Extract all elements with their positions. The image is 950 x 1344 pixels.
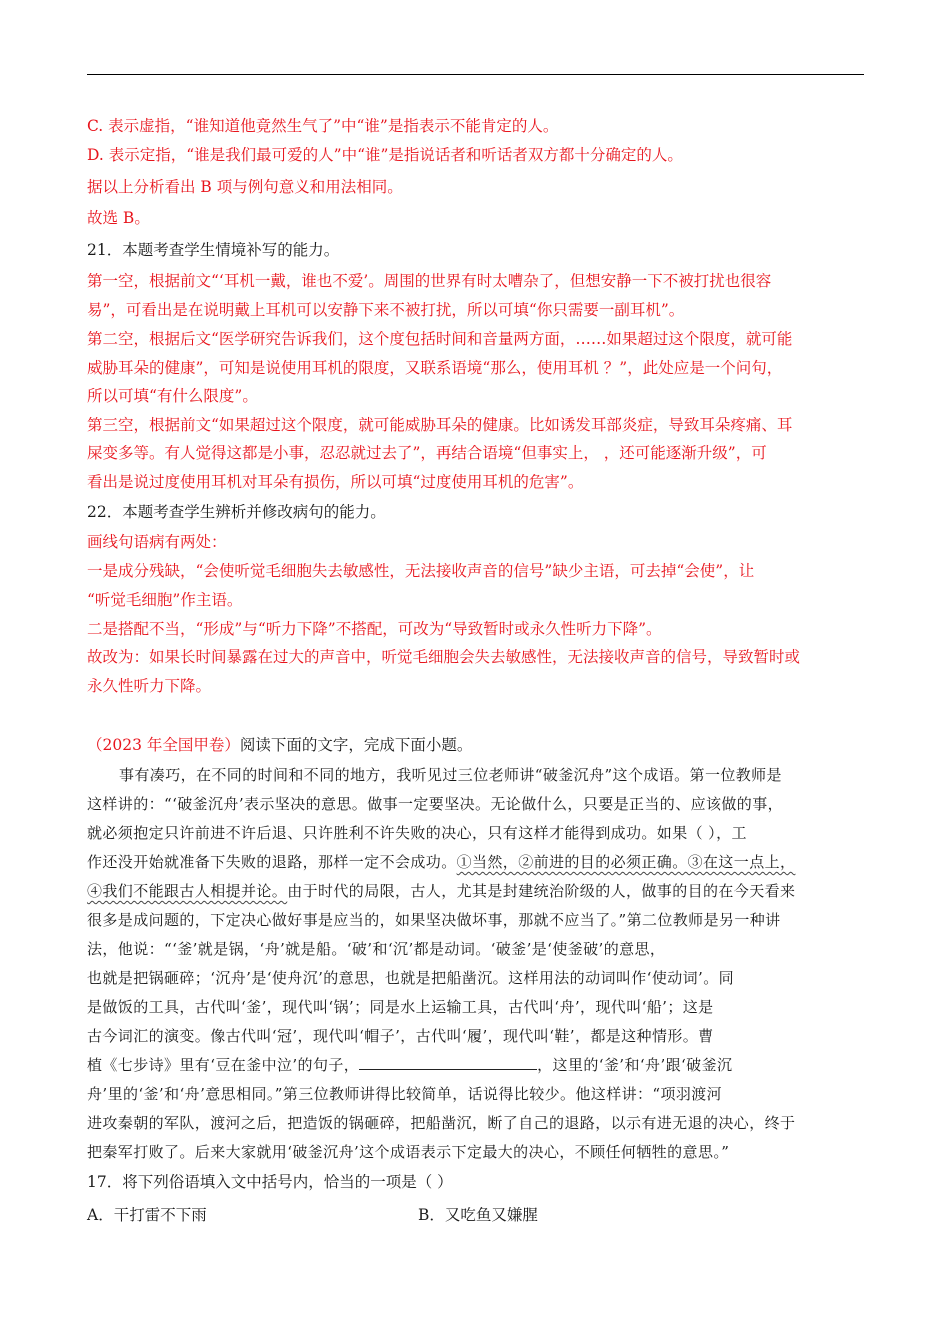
passage-source: （2023 年全国甲卷） (87, 736, 240, 754)
passage-line-11b: ，这里的‘釜’和‘舟’跟‘破釜沉 (537, 1056, 733, 1074)
passage-instruction: 阅读下面的文字，完成下面小题。 (239, 736, 473, 754)
passage-line-3: 就必须抱定只许前进不许后退、只许胜利不许失败的决心，只有这样才能得到成功。如果（ ），工 (87, 824, 747, 842)
q21-p2-line2: 威胁耳朵的健康”，可知是说使用耳机的限度，又联系语境“那么，使用耳机 ？”，此处应是一个问句， (87, 359, 783, 377)
analysis-answer: 故选 B。 (87, 209, 150, 227)
q22-p1-line1: 一是成分残缺，“会使听觉毛细胞失去敏感性，无法接收声音的信号”缺少主语，可去掉“会使”，让 (87, 562, 755, 580)
passage-line-9: 是做饭的工具，古代叫‘釜’，现代叫‘锅’；同是水上运输工具，古代叫‘舟’，现代叫‘船’；这是 (87, 998, 714, 1016)
q21-p3-line3: 看出是说过度使用耳机对耳朵有损伤，所以可填“过度使用耳机的危害”。 (87, 473, 584, 491)
q21-p3-line1: 第三空，根据前文“如果超过这个限度，就可能威胁耳朵的健康。比如诱发耳部炎症，导致耳朵疼痛、耳 (87, 416, 793, 434)
q21-p3-line2: 屎变多等。有人觉得这都是小事，忍忍就过去了”，再结合语境“但事实上， ，还可能逐渐升级”，可 (87, 444, 767, 462)
q22-title: 22．本题考查学生辨析并修改病句的能力。 (87, 503, 386, 521)
passage-line-12: 舟’里的‘釜’和‘舟’意思相同。”第三位教师讲得比较简单，话说得比较少。他这样讲：“项羽渡河 (87, 1085, 723, 1103)
passage-line-5 (87, 880, 795, 902)
q22-p2: 二是搭配不当，“形成”与“听力下降”不搭配，可改为“导致暂时或永久性听力下降”。 (87, 620, 662, 638)
q22-intro: 画线句语病有两处： (87, 533, 227, 551)
passage-line-11a: 植《七步诗》里有‘豆在釜中泣’的句子， (87, 1056, 360, 1074)
passage-line-1: 事有凑巧，在不同的时间和不同的地方，我听见过三位老师讲“破釜沉舟”这个成语。第一位教师是 (119, 766, 782, 784)
q21-p1-line1: 第一空，根据前文“‘耳机一戴，谁也不爱’。周围的世界有时太嘈杂了，但想安静一下不被打扰也很容 (87, 272, 772, 290)
passage-line-14: 把秦军打败了。后来大家就用‘破釜沉舟’这个成语表示下定最大的决心，不顾任何牺牲的意思。” (87, 1143, 730, 1161)
passage-line-11 (87, 1054, 732, 1076)
wavy-underlined-sentence-part2: ④我们不能跟古人相提并论。 (87, 882, 288, 900)
analysis-line-c: C. 表示虚指，“谁知道他竟然生气了”中“谁”是指表示不能肯定的人。 (87, 117, 559, 135)
wavy-underlined-sentence-part1: ①当然，②前进的目的必须正确。③在这一点上， (456, 853, 796, 871)
option-a[interactable]: A．干打雷不下雨 (87, 1206, 207, 1224)
analysis-line-d: D. 表示定指，“谁是我们最可爱的人”中“谁”是指说话者和听话者双方都十分确定的人。 (87, 146, 683, 164)
passage-line-7: 法，他说：“‘釜’就是锅，‘舟’就是船。‘破’和‘沉’都是动词。‘破釜’是‘使釜破’的意思， (87, 940, 666, 958)
option-b[interactable]: B．又吃鱼又嫌腥 (418, 1206, 538, 1224)
q21-p2-line3: 所以可填“有什么限度”。 (87, 387, 258, 405)
fill-in-blank[interactable] (359, 1055, 537, 1070)
q22-p3-line1: 故改为：如果长时间暴露在过大的声音中，听觉毛细胞会失去敏感性，无法接收声音的信号，导致暂时或 (87, 648, 801, 666)
passage-line-8: 也就是把锅砸碎；‘沉舟’是‘使舟沉’的意思，也就是把船凿沉。这样用法的动词叫作‘使动词’。同 (87, 969, 735, 987)
passage-line-4a: 作还没开始就准备下失败的退路，那样一定不会成功。 (87, 853, 457, 871)
question-17-stem: 17．将下列俗语填入文中括号内，恰当的一项是（ ） (87, 1173, 453, 1191)
q22-p1-line2: “听觉毛细胞”作主语。 (87, 591, 243, 609)
passage-line-5b: 由于时代的局限，古人，尤其是封建统治阶级的人，做事的目的在今天看来 (287, 882, 796, 900)
q21-p1-line2: 易”，可看出是在说明戴上耳机可以安静下来不被打扰，所以可填“你只需要一副耳机”。 (87, 301, 685, 319)
passage-line-13: 进攻秦朝的军队，渡河之后，把造饭的锅砸碎，把船凿沉，断了自己的退路，以示有进无退的决心，终于 (87, 1114, 796, 1132)
q22-p3-line2: 永久性听力下降。 (87, 677, 212, 695)
q21-p2-line1: 第二空，根据后文“医学研究告诉我们，这个度包括时间和音量两方面，……如果超过这个限度，就可能 (87, 330, 793, 348)
passage-line-4 (87, 851, 795, 873)
passage-line-6: 很多是成问题的，下定决心做好事是应当的，如果坚决做坏事，那就不应当了。”第二位教师是另一种讲 (87, 911, 781, 929)
passage-line-10: 古今词汇的演变。像古代叫‘冠’，现代叫‘帽子’，古代叫‘履’，现代叫‘鞋’，都是这种情形。曹 (87, 1027, 714, 1045)
header-rule (87, 74, 864, 75)
q21-title: 21．本题考查学生情境补写的能力。 (87, 241, 340, 259)
analysis-conclusion: 据以上分析看出 B 项与例句意义和用法相同。 (87, 178, 403, 196)
passage-line-2: 这样讲的：“‘破釜沉舟’表示坚决的意思。做事一定要坚决。无论做什么，只要是正当的、应该做的事， (87, 795, 784, 813)
passage-header (87, 734, 472, 756)
